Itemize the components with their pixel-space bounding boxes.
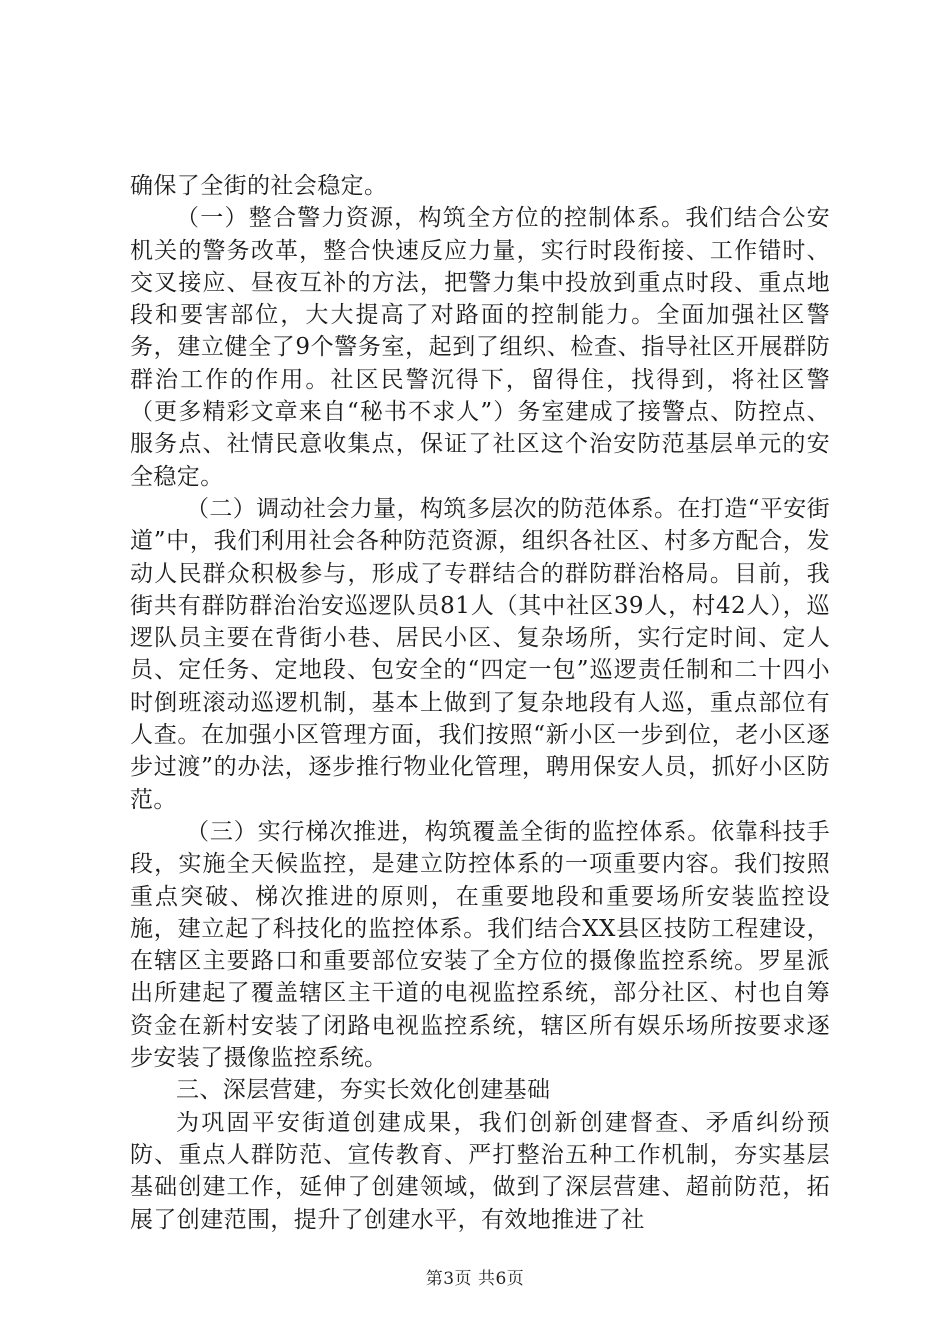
paragraph-section-2: （二）调动社会力量，构筑多层次的防范体系。在打造“平安街道”中，我们利用社会各种防范资源，组织各社区、村多方配合，发动人民群众积极参与，形成了专群结合的群防群治格局。目前，我街共有群防群治治安巡逻队员81人（其中社区39人，村42人），巡逻队员主要在背街小巷、居民小区、复杂场所，实行定时间、定人员、定任务、定地段、包安全的“四定一包”巡逻责任制和二十四小时倒班滚动巡逻机制，基本上做到了复杂地段有人巡，重点部位有人查。在加强小区管理方面，我们按照“新小区一步到位，老小区逐步过渡”的办法，逐步推行物业化管理，聘用保安人员，抓好小区防范。: [130, 495, 830, 813]
paragraph-section-3: （三）实行梯次推进，构筑覆盖全街的监控体系。依靠科技手段，实施全天候监控，是建立防控体系的一项重要内容。我们按照重点突破、梯次推进的原则，在重要地段和重要场所安装监控设施，建立起了科技化的监控体系。我们结合XX县区技防工程建设，在辖区主要路口和重要部位安装了全方位的摄像监控系统。罗星派出所建起了覆盖辖区主干道的电视监控系统，部分社区、村也自筹资金在新村安装了闭路电视监控系统，辖区所有娱乐场所按要求逐步安装了摄像监控系统。: [130, 818, 830, 1072]
paragraph-section-1: （一）整合警力资源，构筑全方位的控制体系。我们结合公安机关的警务改革，整合快速反应力量，实行时段衔接、工作错时、交叉接应、昼夜互补的方法，把警力集中投放到重点时段、重点地段和要害部位，大大提高了对路面的控制能力。全面加强社区警务，建立健全了9个警务室，起到了组织、检查、指导社区开展群防群治工作的作用。社区民警沉得下，留得住，找得到，将社区警（更多精彩文章来自“秘书不求人”）务室建成了接警点、防控点、服务点、社情民意收集点，保证了社区这个治安防范基层单元的安全稳定。: [130, 205, 830, 490]
paragraph-continuation: 确保了全街的社会稳定。: [130, 173, 388, 199]
document-body: [130, 170, 830, 1236]
page-number-footer: 第3页 共6页: [425, 1269, 525, 1289]
section-heading: 三、深层营建，夯实长效化创建基础: [176, 1077, 551, 1104]
paragraph-section-heading-body: 为巩固平安街道创建成果，我们创新创建督查、矛盾纠纷预防、重点人群防范、宣传教育、严打整治五种工作机制，夯实基层基础创建工作，延伸了创建领域，做到了深层营建、超前防范，拓展了创建范围，提升了创建水平，有效地推进了社: [130, 1109, 830, 1233]
